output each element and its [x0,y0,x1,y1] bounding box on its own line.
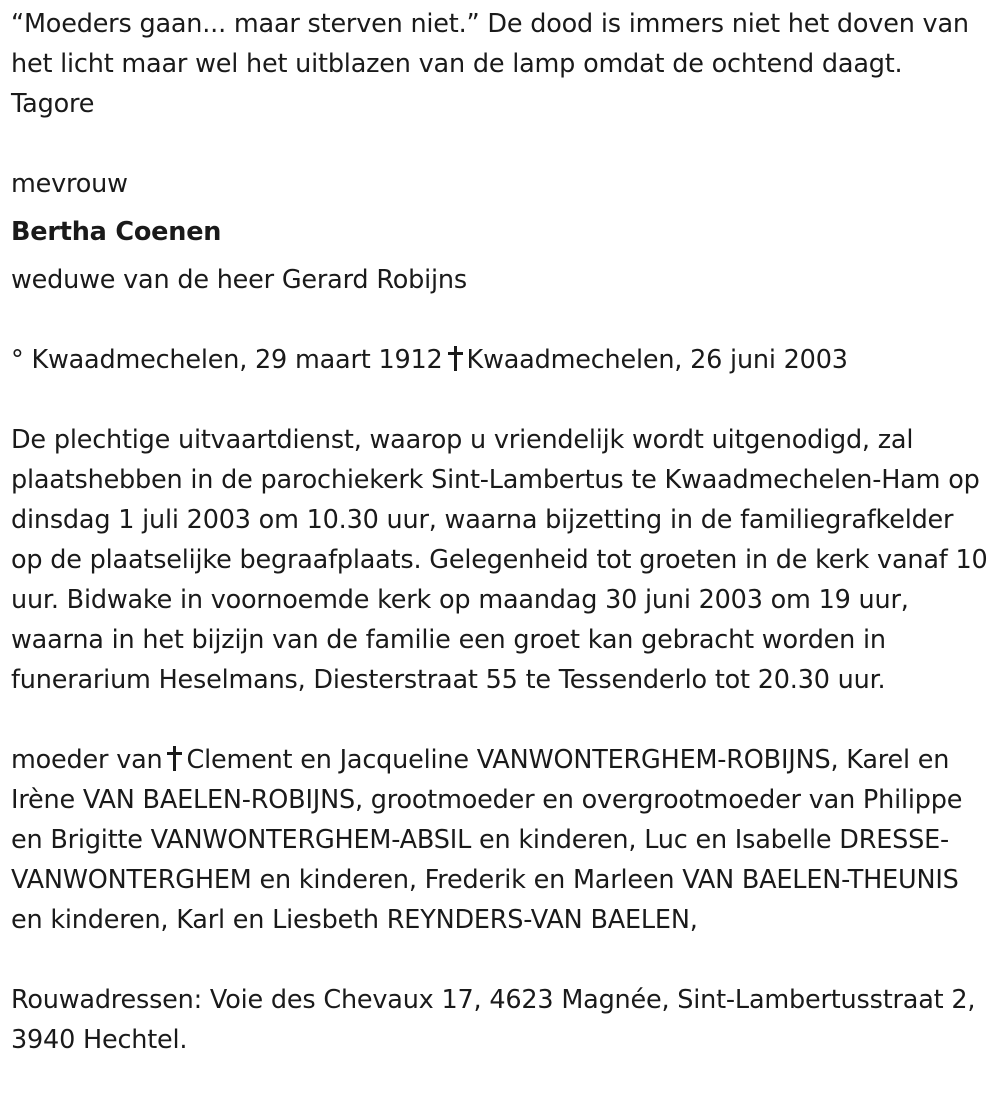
cross-icon [448,345,462,371]
addresses-paragraph: Rouwadressen: Voie des Chevaux 17, 4623 Magnée, Sint-Lambertusstraat 2, 3940 Hechtel. [11,985,976,1055]
birth-text: ° Kwaadmechelen, 29 maart 1912 [11,345,443,375]
family-text: Clement en Jacqueline VANWONTERGHEM-ROBIJNS, Karel en Irène VAN BAELEN-ROBIJNS, grootmoeder en overgrootmoeder van Philippe en Brigitte VANWONTERGHEM-ABSIL en kinderen, Luc en Isabelle DRESSE-VANWONTERGHEM en kinderen, Frederik en Marleen VAN BAELEN-THEUNIS en kinderen, Karl en Liesbeth REYNDERS-VAN BAELEN, [11,745,963,935]
obituary-document [11,4,991,1060]
opening-quote: “Moeders gaan... maar sterven niet.” De dood is immers niet het doven van het licht maar wel het uitblazen van de lamp omdat de ochtend daagt. Tagore [11,9,969,119]
family-prefix: moeder van [11,745,163,775]
service-paragraph: De plechtige uitvaartdienst, waarop u vriendelijk wordt uitgenodigd, zal plaatshebben in de parochiekerk Sint-Lambertus te Kwaadmechelen-Ham op dinsdag 1 juli 2003 om 10.30 uur, waarna bijzetting in de familiegrafkelder op de plaatselijke begraafplaats. Gelegenheid tot groeten in de kerk vanaf 10 uur. Bidwake in voornoemde kerk op maandag 30 juni 2003 om 19 uur, waarna in het bijzijn van de familie een groet kan gebracht worden in funerarium Heselmans, Diesterstraat 55 te Tessenderlo tot 20.30 uur. [11,425,988,695]
dates-line [11,340,991,380]
cross-icon [167,745,181,771]
family-paragraph [11,740,991,940]
deceased-name: Bertha Coenen [11,217,222,247]
spouse-line: weduwe van de heer Gerard Robijns [11,265,467,295]
salutation: mevrouw [11,169,128,199]
death-text: Kwaadmechelen, 26 juni 2003 [466,345,848,375]
